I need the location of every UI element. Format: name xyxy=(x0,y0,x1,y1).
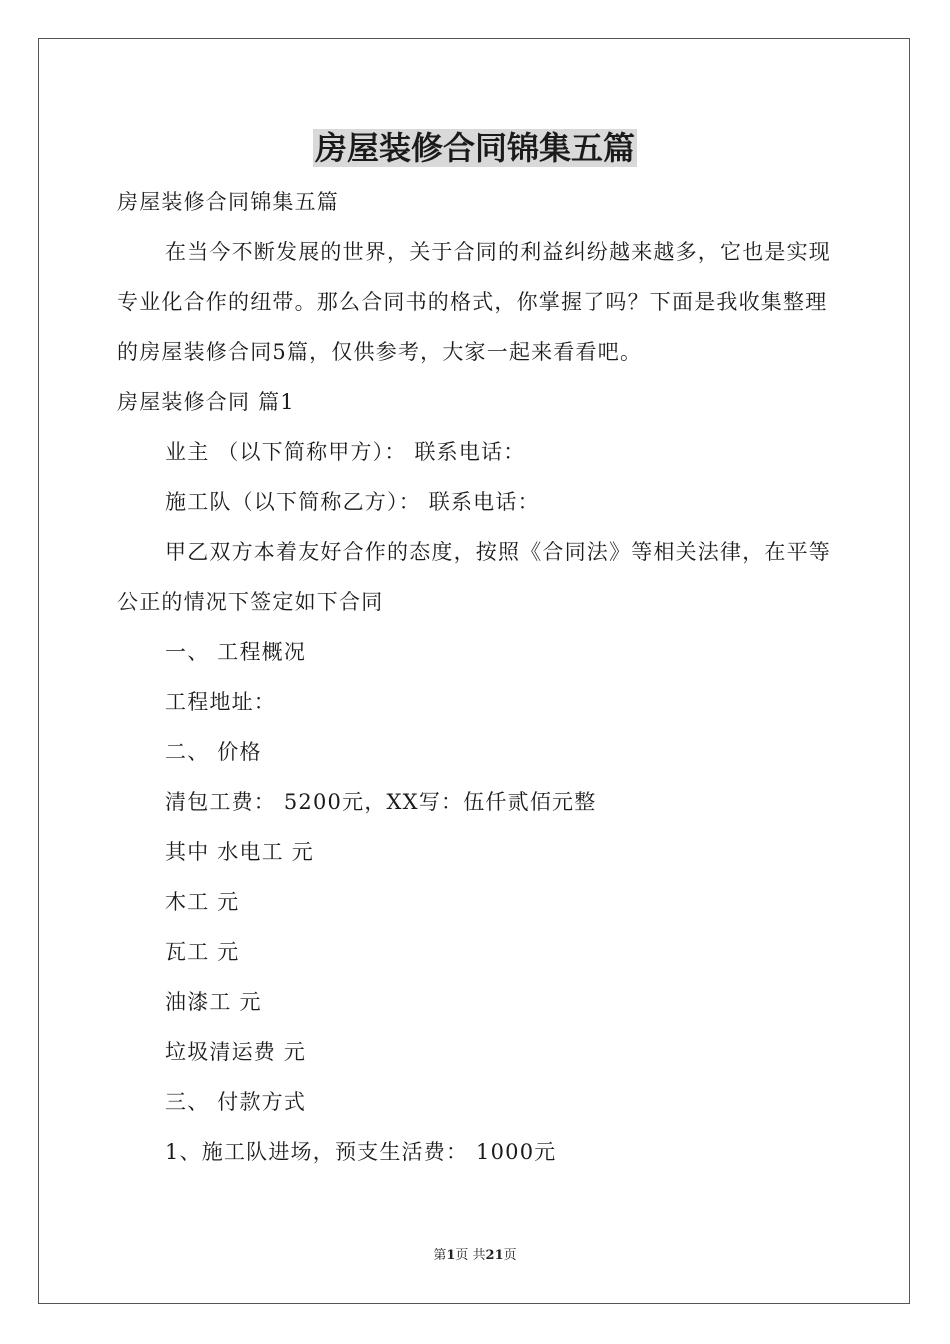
item2-plumbing: 其中 水电工 元 xyxy=(165,840,314,864)
item2-carpentry: 木工 元 xyxy=(165,890,240,914)
document-body xyxy=(117,177,833,1177)
item2-total: 清包工费： 5200元，XX写：伍仟贰佰元整 xyxy=(165,790,597,814)
item2-cleanup: 垃圾清运费 元 xyxy=(165,1040,307,1064)
party-contractor-line: 施工队（以下简称乙方）： 联系电话： xyxy=(165,490,540,514)
footer-page-current: 1 xyxy=(446,1248,456,1263)
page-footer xyxy=(0,1246,950,1266)
item2-painting: 油漆工 元 xyxy=(165,990,262,1014)
agreement-paragraph: 甲乙双方本着友好合作的态度，按照《合同法》等相关法律，在平等公正的情况下签定如下合同 xyxy=(117,540,831,614)
footer-page-suffix: 页 xyxy=(503,1248,517,1263)
footer-page-prefix: 第 xyxy=(433,1248,447,1263)
item3-heading: 三、 付款方式 xyxy=(165,1090,307,1114)
item2-heading: 二、 价格 xyxy=(165,740,262,764)
section-heading: 房屋装修合同 篇1 xyxy=(117,390,295,414)
item2-tiling: 瓦工 元 xyxy=(165,940,240,964)
item1-heading: 一、 工程概况 xyxy=(165,640,307,664)
item1-address: 工程地址： xyxy=(165,690,276,714)
document-title-text: 房屋装修合同锦集五篇 xyxy=(314,129,635,167)
intro-paragraph: 在当今不断发展的世界，关于合同的利益纠纷越来越多，它也是实现专业化合作的纽带。那么合同书的格式，你掌握了吗？下面是我收集整理的房屋装修合同5篇，仅供参考，大家一起来看看吧。 xyxy=(117,240,831,364)
document-subtitle: 房屋装修合同锦集五篇 xyxy=(117,190,339,214)
item3-first-payment: 1、施工队进场，预支生活费： 1000元 xyxy=(165,1140,557,1164)
party-owner-line: 业主 （以下简称甲方）： 联系电话： xyxy=(165,440,526,464)
footer-page-mid: 页 共 xyxy=(455,1248,486,1263)
document-title xyxy=(0,128,950,168)
footer-page-total: 21 xyxy=(485,1248,504,1263)
